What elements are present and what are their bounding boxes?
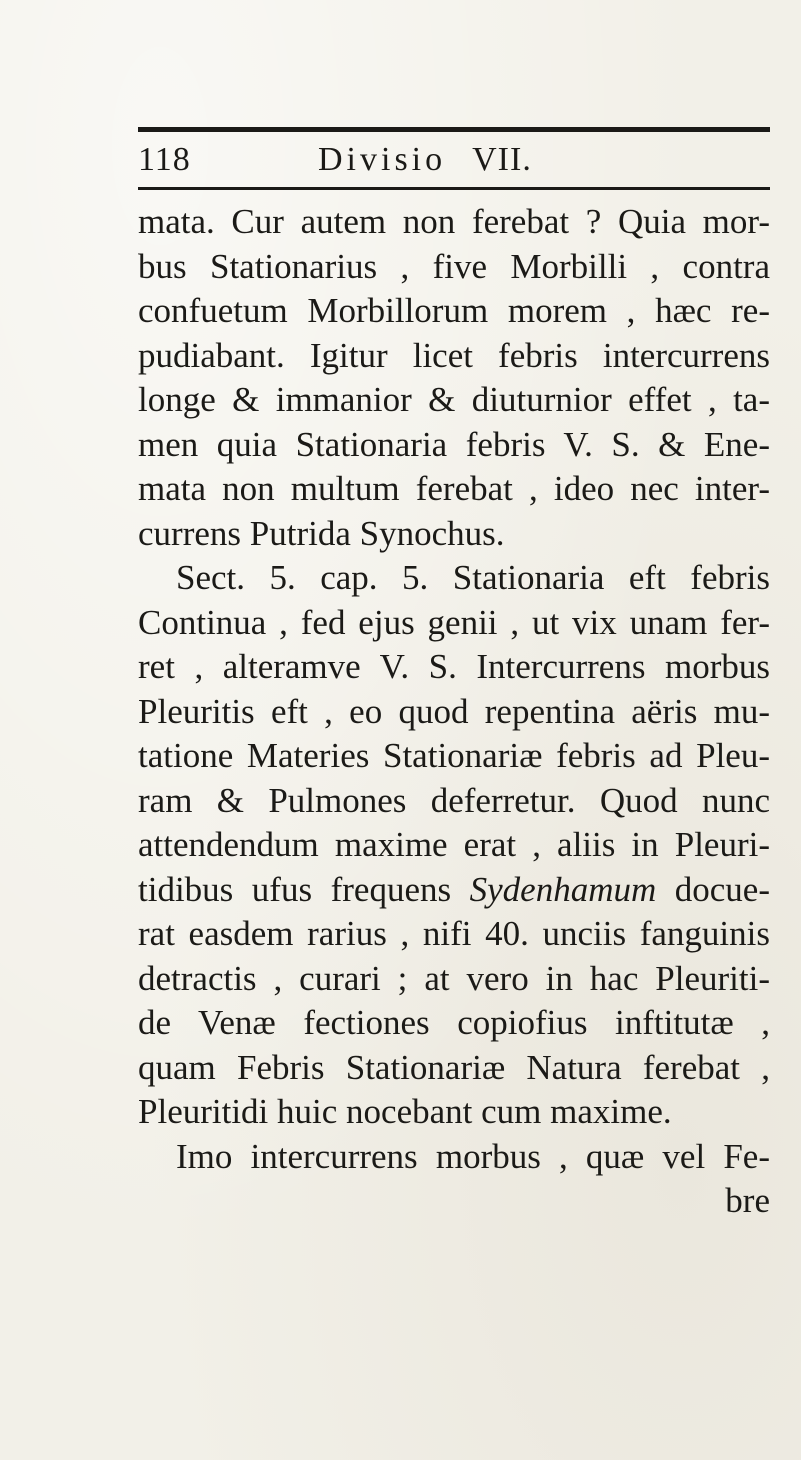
text-line: pudiabant. Igitur licet febris intercurrens (138, 335, 770, 375)
text-line: mata. Cur autem non ferebat ? Quia mor- (138, 202, 770, 241)
text-line: de Venæ fectiones copiofius inftitutæ , (138, 1003, 770, 1042)
text-line: Imo intercurrens morbus , quæ vel Fe- (176, 1136, 770, 1176)
catchword: bre (725, 1181, 770, 1220)
text-line: Sect. 5. cap. 5. Stationaria eft febris (176, 558, 770, 597)
text-line: rat easdem rarius , nifi 40. unciis fanguinis (138, 914, 770, 953)
text-line: bus Stationarius , five Morbilli , contra (138, 246, 770, 286)
header-rule-bottom (138, 187, 770, 190)
text-line: Continua , fed ejus genii , ut vix unam fer- (138, 602, 770, 642)
text-line: Pleuritidi huic nocebant cum maxime. (138, 1092, 672, 1131)
text-line: ram & Pulmones deferretur. Quod nunc (138, 780, 770, 820)
text-line: attendendum maxime erat , aliis in Pleuri- (138, 825, 770, 864)
page-number: 118 (138, 141, 191, 178)
section-title (318, 138, 532, 182)
text-line: men quia Stationaria febris V. S. & Ene- (138, 424, 770, 464)
header-rule-top (138, 127, 770, 132)
text-line: quam Febris Stationariæ Natura ferebat , (138, 1047, 770, 1087)
section-word: Divisio (318, 141, 447, 178)
text-line: detractis , curari ; at vero in hac Pleuriti- (138, 958, 770, 998)
text-segment: tidibus ufus frequens (138, 869, 452, 909)
running-header (138, 138, 770, 182)
text-line: Pleuritis eft , eo quod repentina aëris mu- (138, 691, 770, 731)
text-line: tatione Materies Stationariæ febris ad Pleu- (138, 736, 770, 775)
body-text (138, 200, 770, 1224)
text-line: confuetum Morbillorum morem , hæc re- (138, 291, 770, 330)
text-line: longe & immanior & diuturnior effet , ta- (138, 380, 770, 419)
text-line-with-italic (138, 868, 770, 913)
text-segment: docue- (674, 869, 770, 909)
text-line: currens Putrida Synochus. (138, 513, 505, 553)
section-numeral: VII. (472, 141, 532, 178)
italic-name: Sydenhamum (469, 869, 657, 909)
text-line: mata non multum ferebat , ideo nec inter- (138, 469, 770, 508)
text-line: ret , alteramve V. S. Intercurrens morbus (138, 647, 770, 686)
